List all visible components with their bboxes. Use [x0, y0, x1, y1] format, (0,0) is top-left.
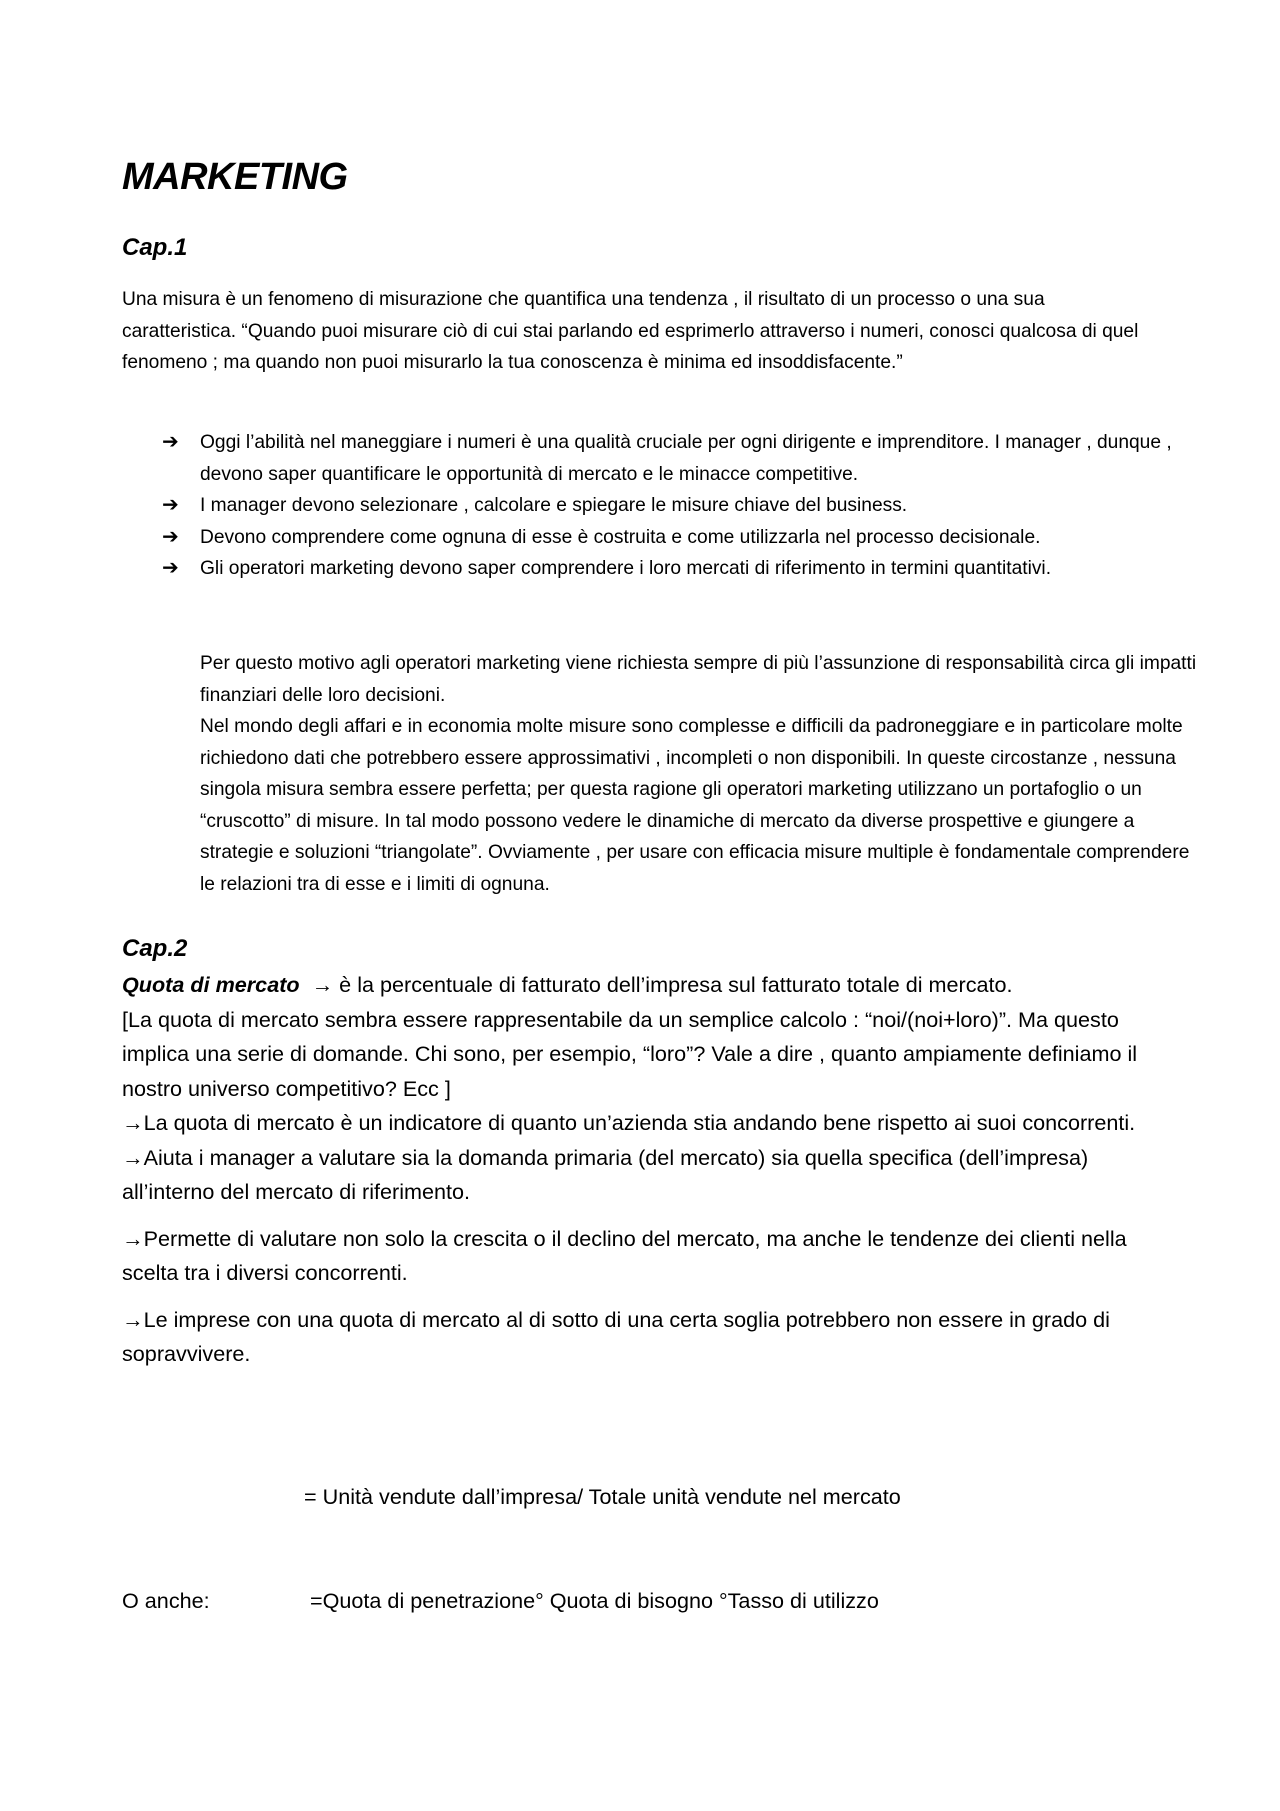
alternative-formula-label: O anche:: [122, 1588, 210, 1613]
chapter-1-paragraph-2: Nel mondo degli affari e in economia molte misure sono complesse e difficili da padroneggiare e in particolare molte richiedono dati che potrebbero essere approssimativi , incompleti o non disponibili. In queste circostanze , nessuna singola misura sembra essere perfetta; per questa ragione gli operatori marketing utilizzano un portafoglio o un “cruscotto” di misure. In tal modo possono vedere le dinamiche di mercato da diverse prospettive e giungere a strategie e soluzioni “triangolate”. Ovviamente , per usare con efficacia misure multiple è fondamentale comprendere le relazioni tra di esse e i limiti di ognuna.: [200, 716, 1190, 895]
market-share-formula: = Unità vendute dall’impresa/ Totale unità vendute nel mercato: [304, 1484, 901, 1509]
chapter-2-body: [122, 968, 1162, 1372]
chapter-1-paragraph-1: Per questo motivo agli operatori marketing viene richiesta sempre di più l’assunzione di responsabilità circa gli impatti finanziari delle loro decisioni.: [200, 653, 1197, 706]
bullet-text: Devono comprendere come ognuna di esse è costruita e come utilizzarla nel processo decisionale.: [200, 526, 1041, 548]
list-item: [122, 1303, 1162, 1372]
list-item: [162, 553, 1182, 585]
arrow-glyph: →: [311, 972, 334, 997]
list-item: [162, 427, 1182, 490]
arrow-right-icon: ➔: [162, 525, 179, 548]
market-share-term: Quota di mercato: [122, 972, 300, 997]
point-text: Permette di valutare non solo la crescita o il declino del mercato, ma anche le tendenze dei clienti nella scelta tra i diversi concorrenti.: [122, 1225, 1127, 1285]
arrow-right-icon: →: [122, 1144, 144, 1170]
chapter-2-heading: Cap.2: [122, 935, 188, 962]
bullet-text: I manager devono selezionare , calcolare e spiegare le misure chiave del business.: [200, 495, 908, 516]
list-item: [122, 1141, 1162, 1210]
arrow-right-icon: ➔: [162, 557, 179, 579]
list-item: [122, 1222, 1162, 1291]
arrow-right-icon: →: [122, 1110, 144, 1135]
alternative-formula: =Quota di penetrazione° Quota di bisogno °Tasso di utilizzo: [310, 1588, 879, 1613]
arrow-right-icon: →: [122, 1306, 144, 1332]
list-item: [162, 490, 1182, 522]
market-share-definition: [122, 968, 1162, 1003]
chapter-1-paragraphs: [200, 648, 1200, 900]
arrow-right-icon: ➔: [162, 494, 179, 516]
chapter-1-bullet-list: [162, 427, 1182, 585]
chapter-1-intro: Una misura è un fenomeno di misurazione che quantifica una tendenza , il risultato di un processo o una sua caratteristica. “Quando puoi misurare ciò di cui stai parlando ed esprimerlo attraverso i numeri, conosci qualcosa di quel fenomeno ; ma quando non puoi misurarlo la tua conoscenza è minima ed insoddisfacente.”: [122, 289, 1139, 373]
list-item: [122, 1106, 1162, 1141]
market-share-note: [La quota di mercato sembra essere rappresentabile da un semplice calcolo : “noi/(noi+loro)”. Ma questo implica una serie di domande. Chi sono, per esempio, “loro”? Vale a dire , quanto ampiamente definiamo il nostro universo competitivo? Ecc ]: [122, 1006, 1138, 1101]
arrow-right-icon: →: [122, 1225, 144, 1251]
list-item: [162, 522, 1182, 554]
point-text: Le imprese con una quota di mercato al di sotto di una certa soglia potrebbero non essere in grado di sopravvivere.: [122, 1306, 1110, 1366]
chapter-1-heading: Cap.1: [122, 234, 188, 261]
bullet-text: Gli operatori marketing devono saper comprendere i loro mercati di riferimento in termini quantitativi.: [200, 558, 1052, 579]
point-text: La quota di mercato è un indicatore di quanto un’azienda stia andando bene rispetto ai suoi concorrenti.: [143, 1110, 1136, 1135]
arrow-right-icon: ➔: [162, 431, 179, 453]
document-title: MARKETING: [122, 156, 348, 198]
point-text: Aiuta i manager a valutare sia la domanda primaria (del mercato) sia quella specifica (dell’impresa) all’interno del mercato di riferimento.: [122, 1144, 1089, 1204]
bullet-text: Oggi l’abilità nel maneggiare i numeri è una qualità cruciale per ogni dirigente e imprenditore. I manager , dunque , devono saper quantificare le opportunità di mercato e le minacce competitive.: [200, 432, 1172, 485]
definition-text: è la percentuale di fatturato dell’impresa sul fatturato totale di mercato.: [333, 972, 1013, 997]
